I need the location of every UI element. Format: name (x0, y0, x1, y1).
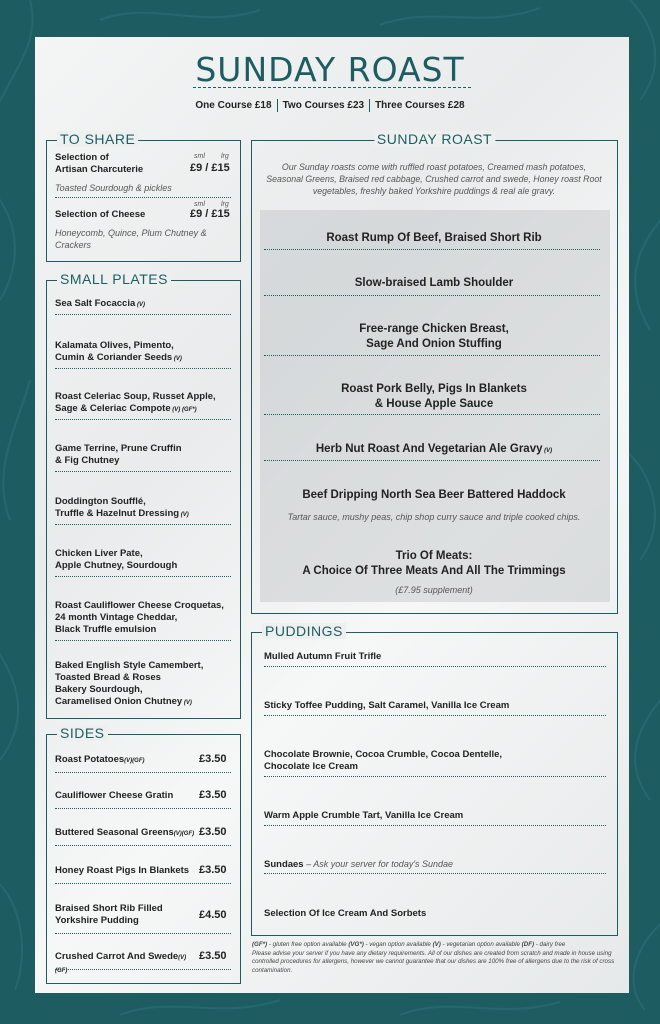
item-name: Selection Of Ice Cream And Sorbets (264, 908, 427, 919)
pudding-item (264, 749, 606, 773)
side-item (55, 951, 195, 977)
dietary-tag: (V)(GF) (124, 758, 145, 764)
trio-supplement: (£7.95 supplement) (395, 585, 473, 595)
side-item (55, 865, 195, 877)
item-name: Doddington Soufflé, (55, 496, 146, 507)
item-name: Toasted Bread & Roses (55, 672, 161, 683)
item-name: Roast Celeriac Soup, Russet Apple, (55, 391, 216, 402)
item-divider (55, 883, 231, 884)
small-plate-item (55, 298, 231, 311)
small-plate-item (55, 391, 231, 416)
item-name: Crushed Carrot And Swede(V)(GF) (55, 951, 187, 974)
item-divider (55, 845, 231, 846)
footnote-text: - gluten free option available (267, 941, 349, 948)
item-divider (264, 873, 606, 874)
roast-intro: Our Sunday roasts come with ruffled roast potatoes, Creamed mash potatoes, Seasonal Greens, Braised red cabbage, Crushed carrot and swede, Honey roast Root vegetables, freshly baked Yorkshire puddings & real ale gravy. (266, 162, 602, 196)
price-three-courses: Three Courses £28 (375, 100, 465, 112)
item-name: Mulled Autumn Fruit Trifle (264, 651, 382, 662)
item-name: 24 month Vintage Cheddar, (55, 612, 178, 623)
small-plate-item (55, 340, 231, 365)
section-heading: PUDDINGS (262, 623, 346, 639)
item-divider (55, 314, 231, 315)
dietary-tag: (V) (GF*) (170, 407, 197, 413)
item-name: & House Apple Sauce (374, 398, 494, 410)
footnote-text: - dairy free (534, 941, 566, 948)
share-item-divider (55, 197, 231, 198)
item-divider (55, 640, 231, 641)
footnote-body: Please advise your server if you have any dietary requirements. All of our dishes are created from scratch and made in house using controlled procedures for allergens, however we cannot guarantee that our dishes are 100% free of allergens due to the risk of cross contamination. (252, 949, 615, 974)
dietary-tag: (V) (135, 302, 145, 308)
price-one-course: One Course £18 (195, 100, 272, 112)
roast-item (262, 488, 606, 503)
roast-item (262, 276, 606, 291)
item-divider (264, 295, 600, 296)
item-name: Yorkshire Pudding (55, 915, 139, 926)
item-divider (55, 933, 231, 934)
roast-item (262, 549, 606, 579)
item-description: Crackers (55, 240, 92, 250)
item-divider (264, 666, 606, 667)
section-heading: TO SHARE (57, 131, 138, 147)
pudding-item (264, 700, 606, 712)
roast-item (262, 382, 606, 412)
size-label-lrg: lrg (221, 153, 229, 160)
item-name: Sage And Onion Stuffing (366, 338, 502, 350)
course-pricing (0, 99, 660, 112)
item-name: Chocolate Ice Cream (264, 761, 358, 772)
item-name: Baked English Style Camembert, (55, 660, 204, 671)
item-name: Free-range Chicken Breast, (359, 323, 509, 335)
item-description: Toasted Sourdough & pickles (55, 183, 172, 193)
item-name: Sage & Celeriac Compote (V) (GF*) (55, 403, 197, 414)
side-price: £4.50 (199, 909, 227, 921)
item-divider (55, 368, 231, 369)
side-price: £3.50 (199, 864, 227, 876)
item-name: Warm Apple Crumble Tart, Vanilla Ice Cream (264, 810, 464, 821)
item-name: Trio Of Meats: (395, 550, 473, 562)
item-divider (264, 414, 600, 415)
roast-item (262, 442, 606, 459)
item-price: £9 / £15 (190, 208, 230, 220)
item-divider (264, 460, 600, 461)
item-divider (55, 419, 231, 420)
item-divider (55, 969, 231, 970)
item-name: Chicken Liver Pate, (55, 548, 143, 559)
puddings-section (251, 623, 618, 936)
item-name: Beef Dripping North Sea Beer Battered Haddock (302, 489, 566, 501)
pudding-item (264, 651, 606, 663)
share-item-cheese: Selection of Cheese (55, 209, 146, 220)
price-separator (277, 99, 278, 112)
pudding-item (264, 908, 606, 920)
item-name: Cumin & Coriander Seeds (V) (55, 352, 182, 363)
side-price: £3.50 (199, 826, 227, 838)
item-name: Honey Roast Pigs In Blankets (55, 865, 190, 876)
side-price: £3.50 (199, 950, 227, 962)
size-label-sml: sml (194, 201, 205, 208)
dietary-tag: (V) (542, 448, 553, 454)
side-item (55, 903, 195, 927)
item-name: Cauliflower Cheese Gratin (55, 790, 174, 801)
side-item (55, 754, 195, 767)
item-divider (55, 808, 231, 809)
dietary-tag: (V)(GF) (55, 955, 187, 974)
roast-item (262, 322, 606, 352)
page-title: SUNDAY ROAST (195, 50, 465, 89)
small-plate-item (55, 496, 231, 521)
item-name: Artisan Charcuterie (55, 164, 144, 175)
section-heading: SMALL PLATES (57, 271, 171, 287)
small-plate-item (55, 443, 231, 467)
dietary-footnote (252, 941, 622, 975)
item-divider (264, 249, 600, 250)
small-plate-item (55, 600, 231, 636)
item-name: Roast Pork Belly, Pigs In Blankets (341, 383, 527, 395)
item-name: Roast Rump Of Beef, Braised Short Rib (326, 232, 542, 244)
price-two-courses: Two Courses £23 (282, 100, 365, 112)
item-divider (55, 524, 231, 525)
item-divider (55, 576, 231, 577)
item-divider (264, 776, 606, 777)
footnote-tag: (V) (432, 941, 441, 948)
item-name: Sundaes – Ask your server for today's Sundae (264, 859, 454, 870)
item-name: Selection of (55, 152, 109, 163)
item-description: Honeycomb, Quince, Plum Chutney & (55, 228, 207, 238)
item-name: Bakery Sourdough, (55, 684, 143, 695)
footnote-text: - vegetarian option available (440, 941, 522, 948)
size-label-sml: sml (194, 153, 205, 160)
pudding-item (264, 810, 606, 822)
item-name: Kalamata Olives, Pimento, (55, 340, 174, 351)
side-item (55, 790, 195, 802)
item-divider (55, 772, 231, 773)
item-name: Chocolate Brownie, Cocoa Crumble, Cocoa Dentelle, (264, 749, 503, 760)
side-price: £3.50 (199, 753, 227, 765)
item-name: Sea Salt Focaccia (V) (55, 298, 145, 309)
side-price: £3.50 (199, 789, 227, 801)
item-name: Roast Cauliflower Cheese Croquetas, (55, 600, 224, 611)
item-divider (264, 355, 600, 356)
item-divider (55, 471, 231, 472)
pudding-item (264, 858, 606, 871)
dietary-tag: (V)(GF) (173, 831, 195, 837)
size-label-lrg: lrg (221, 201, 229, 208)
item-name: Herb Nut Roast And Vegetarian Ale Gravy (V) (315, 443, 553, 455)
item-name: Apple Chutney, Sourdough (55, 560, 178, 571)
item-price: £9 / £15 (190, 162, 230, 174)
footnote-tag: (DF) (521, 941, 535, 948)
item-name: Braised Short Rib Filled (55, 903, 163, 914)
roast-item (262, 231, 606, 246)
footnote-text: - vegan option available (363, 941, 433, 948)
item-name: Sticky Toffee Pudding, Salt Caramel, Vanilla Ice Cream (264, 700, 510, 711)
section-heading: SIDES (57, 725, 108, 741)
item-divider (264, 825, 606, 826)
dietary-tag: (V) (182, 700, 192, 706)
dietary-tag: (V) (172, 356, 182, 362)
item-divider (264, 715, 606, 716)
section-heading: SUNDAY ROAST (374, 131, 495, 147)
footnote-tag: (GF*) (252, 941, 268, 948)
small-plate-item (55, 548, 231, 572)
item-name: Buttered Seasonal Greens(V)(GF) (55, 827, 195, 838)
item-name: Black Truffle emulsion (55, 624, 157, 635)
item-name: Caramelised Onion Chutney (V) (55, 696, 192, 707)
small-plate-item (55, 660, 231, 709)
side-item (55, 827, 195, 840)
item-name: Truffle & Hazelnut Dressing (V) (55, 508, 189, 519)
item-name: Roast Potatoes(V)(GF) (55, 754, 145, 765)
dietary-tag: (V) (179, 512, 189, 518)
price-separator (369, 99, 370, 112)
item-name: A Choice Of Three Meats And All The Trimmings (302, 565, 566, 577)
haddock-description: Tartar sauce, mushy peas, chip shop curry sauce and triple cooked chips. (287, 512, 581, 522)
item-name: Slow-braised Lamb Shoulder (354, 277, 514, 289)
title-divider (193, 87, 471, 88)
footnote-tag: (VG*) (348, 941, 364, 948)
sundae-note: – Ask your server for today's Sundae (303, 859, 454, 869)
item-name: & Fig Chutney (55, 455, 120, 466)
item-name: Game Terrine, Prune Cruffin (55, 443, 182, 454)
